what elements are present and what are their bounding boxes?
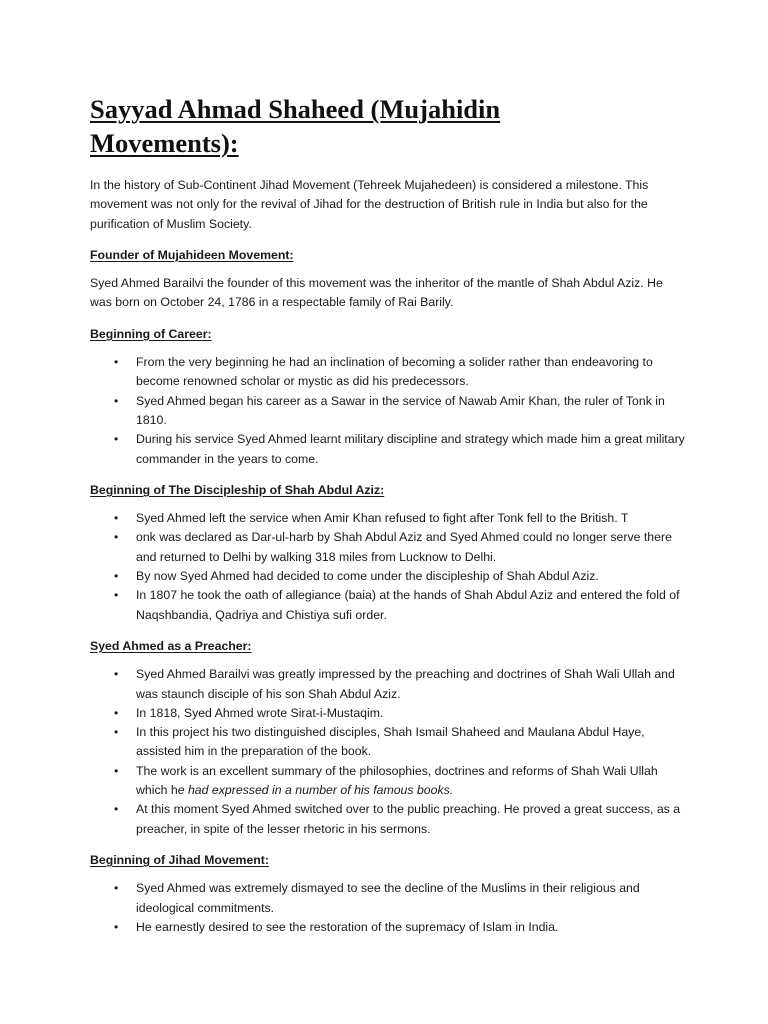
list-item xyxy=(90,704,688,723)
section-heading-career: Beginning of Career: xyxy=(90,326,212,341)
list-item-text: From the very beginning he had an inclination of becoming a solider rather than endeavoring to become renowned scholar or mystic as did his predecessors. xyxy=(136,355,653,389)
bullet-icon: • xyxy=(114,705,119,720)
list-item-text: Syed Ahmed Barailvi was greatly impressed by the preaching and doctrines of Shah Wali Ullah and was staunch disciple of his son Shah Abdul Aziz. xyxy=(136,667,675,701)
title-line-1: Sayyad Ahmad Shaheed (Mujahidin xyxy=(90,94,501,124)
list-item-text: Syed Ahmed was extremely dismayed to see the decline of the Muslims in their religious and ideological commitments. xyxy=(136,881,640,915)
bullet-icon: • xyxy=(114,530,119,545)
list-item-text: In 1818, Syed Ahmed wrote Sirat-i-Mustaqim. xyxy=(136,705,384,720)
discipleship-list xyxy=(90,509,688,625)
list-item xyxy=(90,723,688,762)
list-item-text: Syed Ahmed left the service when Amir Khan refused to fight after Tonk fell to the British. T xyxy=(136,511,629,526)
list-item xyxy=(90,353,688,392)
list-item-text: In this project his two distinguished disciples, Shah Ismail Shaheed and Maulana Abdul Haye, assisted him in the preparation of the book. xyxy=(136,725,645,759)
list-item-text: The work is an excellent summary of the philosophies, doctrines and reforms of Shah Wali Ullah which h xyxy=(136,763,658,798)
list-item-text: In 1807 he took the oath of allegiance (baia) at the hands of Shah Abdul Aziz and entered the fold of Naqshbandia, Qadriya and Chistiya sufi order. xyxy=(136,588,680,622)
list-item xyxy=(90,800,688,839)
founder-paragraph: Syed Ahmed Barailvi the founder of this movement was the inheritor of the mantle of Shah Abdul Aziz. He was born on October 24, 1786 in a respectable family of Rai Barily. xyxy=(90,276,663,310)
list-item xyxy=(90,879,688,918)
list-item-text: During his service Syed Ahmed learnt military discipline and strategy which made him a great military commander in the years to come. xyxy=(136,432,685,466)
list-item-text: By now Syed Ahmed had decided to come under the discipleship of Shah Abdul Aziz. xyxy=(136,569,599,584)
list-item-text: At this moment Syed Ahmed switched over to the public preaching. He proved a great success, as a preacher, in spite of the lesser rhetoric in his sermons. xyxy=(136,802,681,836)
list-item xyxy=(90,430,688,469)
list-item-text: Syed Ahmed began his career as a Sawar in the service of Nawab Amir Khan, the ruler of Tonk in 1810. xyxy=(136,393,665,427)
bullet-icon: • xyxy=(114,802,119,817)
bullet-icon: • xyxy=(114,763,119,778)
list-item xyxy=(90,567,688,586)
list-item xyxy=(90,665,688,704)
bullet-icon: • xyxy=(114,588,119,603)
document-title xyxy=(90,92,688,160)
document-page xyxy=(90,92,688,949)
preacher-list xyxy=(90,665,688,839)
title-line-2: Movements): xyxy=(90,128,239,158)
list-item-italic-text: e had expressed in a number of his famous books. xyxy=(177,783,454,798)
list-item xyxy=(90,509,688,528)
bullet-icon: • xyxy=(114,432,119,447)
bullet-icon: • xyxy=(114,569,119,584)
bullet-icon: • xyxy=(114,667,119,682)
section-heading-jihad: Beginning of Jihad Movement: xyxy=(90,852,269,867)
list-item-text: He earnestly desired to see the restoration of the supremacy of Islam in India. xyxy=(136,919,559,934)
list-item xyxy=(90,528,688,567)
intro-paragraph: In the history of Sub-Continent Jihad Movement (Tehreek Mujahedeen) is considered a milestone. This movement was not only for the revival of Jihad for the destruction of British rule in India but also for the purification of Muslim Society. xyxy=(90,178,649,231)
career-list xyxy=(90,353,688,469)
bullet-icon: • xyxy=(114,725,119,740)
jihad-list xyxy=(90,879,688,937)
bullet-icon: • xyxy=(114,355,119,370)
section-heading-preacher: Syed Ahmed as a Preacher: xyxy=(90,638,252,653)
bullet-icon: • xyxy=(114,393,119,408)
bullet-icon: • xyxy=(114,881,119,896)
list-item xyxy=(90,586,688,625)
bullet-icon: • xyxy=(114,919,119,934)
list-item xyxy=(90,762,688,801)
section-heading-founder: Founder of Mujahideen Movement: xyxy=(90,247,294,262)
list-item-text: onk was declared as Dar-ul-harb by Shah Abdul Aziz and Syed Ahmed could no longer serve there and returned to Delhi by walking 318 miles from Lucknow to Delhi. xyxy=(136,530,672,564)
list-item xyxy=(90,392,688,431)
bullet-icon: • xyxy=(114,511,119,526)
list-item xyxy=(90,918,688,937)
section-heading-discipleship: Beginning of The Discipleship of Shah Abdul Aziz: xyxy=(90,482,385,497)
